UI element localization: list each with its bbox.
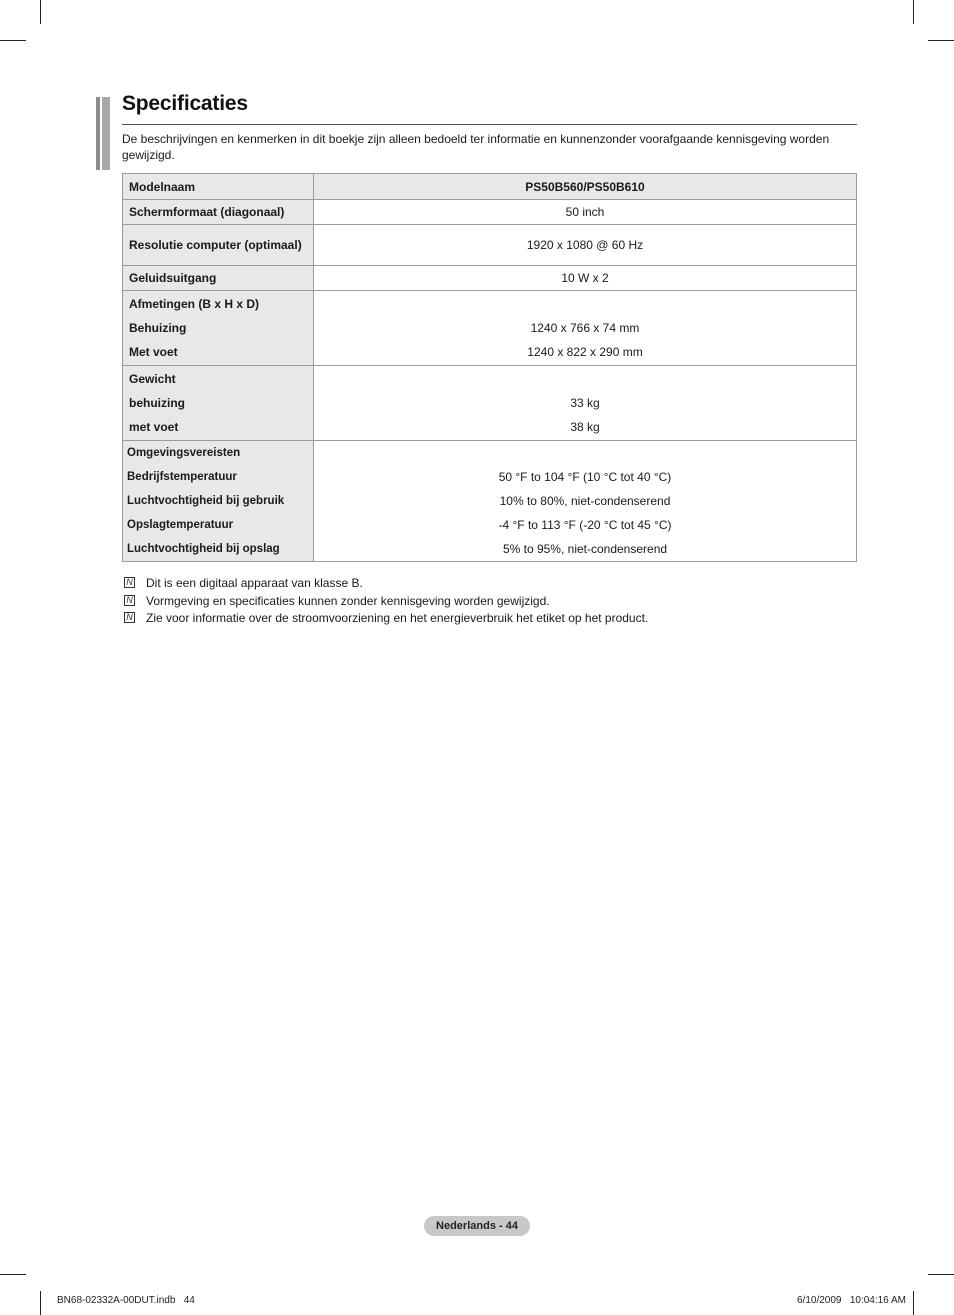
spec-table <box>122 173 857 562</box>
list-item <box>122 593 852 611</box>
page-number-badge: Nederlands - 44 <box>424 1216 530 1236</box>
header-bar <box>102 97 110 170</box>
crop-mark <box>40 0 41 24</box>
crop-mark <box>928 1274 954 1275</box>
note-icon: N <box>124 612 135 623</box>
weight-value: 38 kg <box>570 420 600 434</box>
crop-mark <box>913 1291 914 1315</box>
notes-list <box>122 575 852 628</box>
resolution-label: Resolutie computer (optimaal) <box>129 237 302 252</box>
weight-sub-label: met voet <box>129 420 179 434</box>
environment-sub-label: Bedrijfstemperatuur <box>127 471 237 483</box>
title-divider <box>122 124 857 125</box>
crop-mark <box>0 1274 26 1275</box>
dimensions-value: 1240 x 766 x 74 mm <box>530 321 640 335</box>
weight-label: Gewicht <box>129 372 176 386</box>
list-item <box>122 610 852 628</box>
environment-value: -4 °F to 113 °F (-20 °C tot 45 °C) <box>498 518 672 532</box>
environment-label: Omgevingsvereisten <box>127 447 241 459</box>
table-row <box>123 225 857 266</box>
environment-sub-label: Opslagtemperatuur <box>127 519 234 531</box>
note-text: Dit is een digitaal apparaat van klasse B. <box>146 576 363 590</box>
dimensions-sub-label: Behuizing <box>129 321 187 335</box>
list-item <box>122 575 852 593</box>
environment-value: 10% to 80%, niet-condenserend <box>499 494 671 508</box>
resolution-value: 1920 x 1080 @ 60 Hz <box>314 225 857 266</box>
environment-sub-label: Luchtvochtigheid bij gebruik <box>127 495 285 507</box>
note-text: Zie voor informatie over de stroomvoorziening en het energieverbruik het etiket op het product. <box>146 611 649 625</box>
crop-mark <box>928 40 954 41</box>
table-row <box>123 200 857 225</box>
file-info: BN68-02332A-00DUT.indb 44 <box>57 1295 195 1306</box>
dimensions-value: 1240 x 822 x 290 mm <box>527 345 643 359</box>
crop-mark <box>40 1291 41 1315</box>
table-row <box>123 441 857 562</box>
note-icon: N <box>124 595 135 606</box>
weight-value: 33 kg <box>570 396 600 410</box>
model-value: PS50B560/PS50B610 <box>314 174 857 200</box>
sound-value: 10 W x 2 <box>314 266 857 291</box>
environment-sub-label: Luchtvochtigheid bij opslag <box>127 543 280 555</box>
model-label: Modelnaam <box>123 174 314 200</box>
screen-label: Schermformaat (diagonaal) <box>123 200 314 225</box>
weight-sub-label: behuizing <box>129 396 185 410</box>
table-row <box>123 291 857 366</box>
header-bar <box>96 97 100 170</box>
note-text: Vormgeving en specificaties kunnen zonder kennisgeving worden gewijzigd. <box>146 593 550 608</box>
table-row <box>123 266 857 291</box>
table-row <box>123 174 857 200</box>
screen-value: 50 inch <box>314 200 857 225</box>
crop-mark <box>913 0 914 24</box>
note-icon: N <box>124 577 135 588</box>
page-title: Specificaties <box>122 92 248 115</box>
dimensions-sub-label: Met voet <box>129 345 178 359</box>
table-row <box>123 366 857 441</box>
environment-value: 50 °F to 104 °F (10 °C tot 40 °C) <box>498 470 672 484</box>
print-timestamp: 6/10/2009 10:04:16 AM <box>797 1295 906 1306</box>
environment-value: 5% to 95%, niet-condenserend <box>502 542 668 556</box>
dimensions-label: Afmetingen (B x H x D) <box>129 297 260 311</box>
sound-label: Geluidsuitgang <box>123 266 314 291</box>
intro-text: De beschrijvingen en kenmerken in dit boekje zijn alleen bedoeld ter informatie en kunnenzonder voorafgaande kennisgeving worden gewijzigd. <box>122 132 830 162</box>
crop-mark <box>0 40 26 41</box>
